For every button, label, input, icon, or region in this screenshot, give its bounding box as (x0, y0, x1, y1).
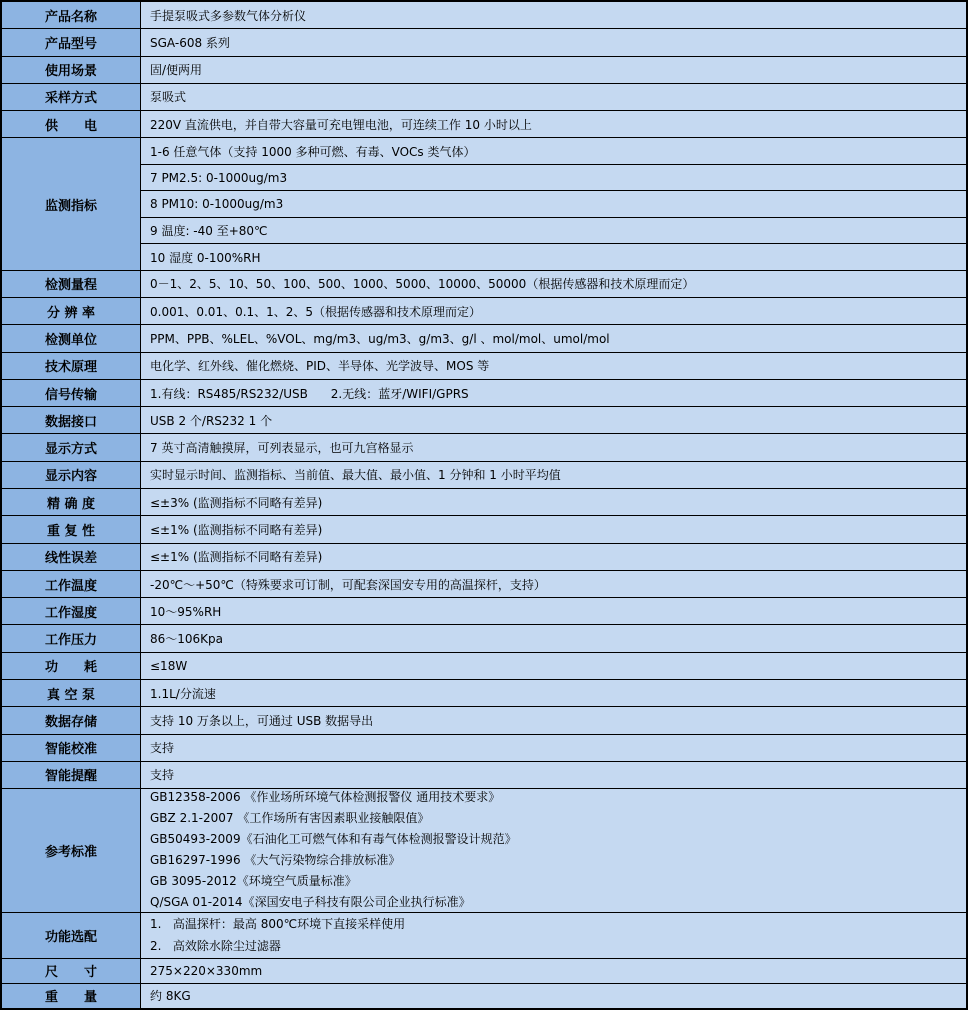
standard-item: Q/SGA 01-2014《深国安电子科技有限公司企业执行标准》 (150, 895, 471, 910)
row-power-consumption (2, 652, 966, 679)
spec-value: 0.001、0.01、0.1、1、2、5（根据传感器和技术原理而定） (141, 298, 966, 324)
spec-value: 7 英寸高清触摸屏，可列表显示，也可九宫格显示 (141, 434, 966, 460)
spec-value: PPM、PPB、%LEL、%VOL、mg/m3、ug/m3、g/m3、g/l 、mol/mol、umol/mol (141, 325, 966, 351)
spec-value: 固/便两用 (141, 57, 966, 83)
row-smart-calibration (2, 734, 966, 761)
spec-value: 电化学、红外线、催化燃烧、PID、半导体、光学波导、MOS 等 (141, 353, 966, 379)
row-reference-standards (2, 788, 966, 912)
row-accuracy (2, 488, 966, 515)
spec-value: 275×220×330mm (141, 959, 966, 983)
row-weight (2, 983, 966, 1008)
spec-value: 86～106Kpa (141, 625, 966, 651)
row-working-humidity (2, 597, 966, 624)
spec-label: 采样方式 (2, 84, 141, 110)
spec-value: ≤18W (141, 653, 966, 679)
row-product-name (2, 2, 966, 28)
standard-item: GB16297-1996 《大气污染物综合排放标准》 (150, 853, 401, 868)
row-monitor-indicators (2, 137, 966, 269)
monitor-item: 7 PM2.5: 0-1000ug/m3 (141, 164, 966, 190)
spec-label: 供 电 (2, 111, 141, 137)
row-display-content (2, 461, 966, 488)
row-data-storage (2, 706, 966, 733)
spec-value: 泵吸式 (141, 84, 966, 110)
row-smart-reminder (2, 761, 966, 788)
row-usage-scene (2, 56, 966, 83)
spec-label: 重 复 性 (2, 516, 141, 542)
monitor-item: 8 PM10: 0-1000ug/m3 (141, 190, 966, 216)
spec-label: 产品型号 (2, 29, 141, 55)
row-data-interface (2, 406, 966, 433)
standard-item: GB12358-2006 《作业场所环境气体检测报警仪 通用技术要求》 (150, 790, 501, 805)
spec-label: 参考标准 (2, 789, 141, 912)
options-list (141, 913, 966, 958)
row-display-mode (2, 433, 966, 460)
spec-label: 分 辨 率 (2, 298, 141, 324)
spec-label: 尺 寸 (2, 959, 141, 983)
row-power-supply (2, 110, 966, 137)
standards-list (141, 789, 966, 912)
row-detection-units (2, 324, 966, 351)
monitor-item: 10 湿度 0-100%RH (141, 243, 966, 269)
spec-label: 技术原理 (2, 353, 141, 379)
spec-value: 手提泵吸式多参数气体分析仪 (141, 2, 966, 28)
row-dimensions (2, 958, 966, 983)
spec-label: 功 耗 (2, 653, 141, 679)
spec-value: 0－1、2、5、10、50、100、500、1000、5000、10000、50000（根据传感器和技术原理而定） (141, 271, 966, 297)
row-working-temperature (2, 570, 966, 597)
spec-label: 监测指标 (2, 138, 141, 269)
row-vacuum-pump (2, 679, 966, 706)
row-detection-range (2, 270, 966, 297)
spec-label: 工作温度 (2, 571, 141, 597)
row-working-pressure (2, 624, 966, 651)
spec-value: 实时显示时间、监测指标、当前值、最大值、最小值、1 分钟和 1 小时平均值 (141, 462, 966, 488)
spec-value: 支持 (141, 735, 966, 761)
spec-label: 线性误差 (2, 544, 141, 570)
spec-value: 1.有线：RS485/RS232/USB 2.无线：蓝牙/WIFI/GPRS (141, 380, 966, 406)
spec-label: 显示内容 (2, 462, 141, 488)
spec-label: 显示方式 (2, 434, 141, 460)
spec-label: 智能校准 (2, 735, 141, 761)
monitor-indicator-list (141, 138, 966, 269)
standard-item: GB50493-2009《石油化工可燃气体和有毒气体检测报警设计规范》 (150, 832, 517, 847)
row-technical-principle (2, 352, 966, 379)
spec-label: 数据接口 (2, 407, 141, 433)
row-resolution (2, 297, 966, 324)
spec-label: 工作压力 (2, 625, 141, 651)
spec-value: USB 2 个/RS232 1 个 (141, 407, 966, 433)
monitor-item: 9 温度: -40 至+80℃ (141, 217, 966, 243)
spec-value: 220V 直流供电，并自带大容量可充电锂电池，可连续工作 10 小时以上 (141, 111, 966, 137)
spec-label: 检测量程 (2, 271, 141, 297)
row-sampling-method (2, 83, 966, 110)
spec-label: 产品名称 (2, 2, 141, 28)
option-item: 1. 高温探杆：最高 800℃环境下直接采样使用 (150, 917, 406, 932)
row-linearity-error (2, 543, 966, 570)
spec-label: 真 空 泵 (2, 680, 141, 706)
row-product-model (2, 28, 966, 55)
spec-label: 使用场景 (2, 57, 141, 83)
spec-label: 数据存储 (2, 707, 141, 733)
row-repeatability (2, 515, 966, 542)
spec-label: 智能提醒 (2, 762, 141, 788)
option-item: 2. 高效除水除尘过滤器 (150, 939, 281, 954)
spec-label: 重 量 (2, 984, 141, 1008)
spec-value: -20℃～+50℃（特殊要求可订制，可配套深国安专用的高温探杆，支持） (141, 571, 966, 597)
spec-label: 精 确 度 (2, 489, 141, 515)
standard-item: GBZ 2.1-2007 《工作场所有害因素职业接触限值》 (150, 811, 430, 826)
spec-value: 10～95%RH (141, 598, 966, 624)
standard-item: GB 3095-2012《环境空气质量标准》 (150, 874, 357, 889)
row-signal-transmission (2, 379, 966, 406)
spec-value: ≤±1% (监测指标不同略有差异) (141, 544, 966, 570)
spec-label: 检测单位 (2, 325, 141, 351)
row-optional-features (2, 912, 966, 958)
spec-value: 支持 (141, 762, 966, 788)
spec-value: SGA-608 系列 (141, 29, 966, 55)
spec-label: 工作湿度 (2, 598, 141, 624)
spec-value: ≤±3% (监测指标不同略有差异) (141, 489, 966, 515)
spec-value: 支持 10 万条以上，可通过 USB 数据导出 (141, 707, 966, 733)
spec-label: 信号传输 (2, 380, 141, 406)
spec-value: 约 8KG (141, 984, 966, 1008)
spec-label: 功能选配 (2, 913, 141, 958)
spec-value: 1.1L/分流速 (141, 680, 966, 706)
spec-value: ≤±1% (监测指标不同略有差异) (141, 516, 966, 542)
monitor-item: 1-6 任意气体（支持 1000 多种可燃、有毒、VOCs 类气体） (150, 144, 476, 159)
